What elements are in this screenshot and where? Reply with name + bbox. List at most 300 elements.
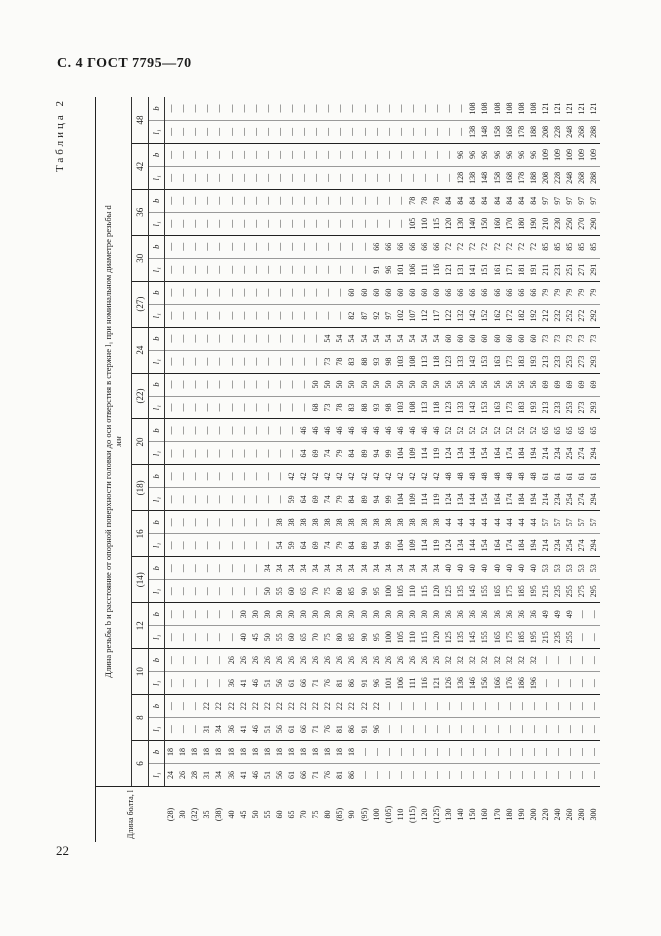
- table-cell: 193: [527, 396, 539, 419]
- table-cell: —: [285, 143, 297, 166]
- table-cell: 34: [285, 557, 297, 580]
- table-cell: —: [346, 120, 358, 143]
- table-row: [443, 97, 455, 842]
- table-cell: 30: [370, 603, 382, 626]
- table-cell: —: [273, 396, 285, 419]
- table-cell: —: [213, 304, 225, 327]
- table-cell: —: [165, 603, 177, 626]
- sublabel-l1: l₁: [149, 764, 165, 787]
- table-cell: —: [237, 419, 249, 442]
- table-cell: 105: [406, 212, 418, 235]
- table-cell: 186: [515, 672, 527, 695]
- table-cell: —: [588, 695, 600, 718]
- table-cell: 104: [394, 488, 406, 511]
- table-cell: —: [273, 189, 285, 212]
- table-cell: 194: [527, 488, 539, 511]
- table-cell: 231: [552, 258, 564, 281]
- table-cell: 71: [310, 718, 322, 741]
- table-cell: 46: [322, 419, 334, 442]
- table-cell: —: [165, 534, 177, 557]
- table-cell: —: [576, 695, 588, 718]
- table-cell: —: [394, 97, 406, 120]
- table-row: [322, 97, 334, 842]
- table-caption: Таблица 2: [54, 98, 66, 173]
- table-cell: 86: [346, 672, 358, 695]
- table-cell: 42: [322, 465, 334, 488]
- table-cell: —: [213, 626, 225, 649]
- table-cell: 30: [406, 603, 418, 626]
- table-cell: —: [189, 534, 201, 557]
- table-row: [418, 97, 430, 842]
- table-cell: —: [552, 649, 564, 672]
- table-cell: 73: [539, 327, 551, 350]
- table-cell: —: [443, 764, 455, 787]
- table-cell: 60: [382, 281, 394, 304]
- table-cell: —: [237, 350, 249, 373]
- table-cell: —: [165, 143, 177, 166]
- table-cell: —: [322, 304, 334, 327]
- table-cell: —: [189, 143, 201, 166]
- table-cell: 26: [334, 649, 346, 672]
- table-cell: —: [273, 419, 285, 442]
- table-cell: 158: [491, 120, 503, 143]
- table-cell: —: [298, 166, 310, 189]
- table-cell: —: [273, 350, 285, 373]
- table-cell: 65: [576, 419, 588, 442]
- table-cell: 95: [370, 580, 382, 603]
- table-cell: —: [285, 304, 297, 327]
- table-cell: 233: [552, 396, 564, 419]
- table-cell: 74: [322, 488, 334, 511]
- sublabel-l1: l₁: [149, 212, 165, 235]
- table-cell: 34: [431, 557, 443, 580]
- table-row: [346, 97, 358, 842]
- table-cell: 88: [358, 350, 370, 373]
- table-cell: —: [322, 97, 334, 120]
- table-cell: 232: [552, 304, 564, 327]
- table-cell: —: [358, 97, 370, 120]
- table-cell: 26: [346, 649, 358, 672]
- table-cell: —: [285, 281, 297, 304]
- table-cell: 42: [418, 465, 430, 488]
- table-cell: —: [455, 695, 467, 718]
- table-cell: —: [237, 304, 249, 327]
- table-cell: 48: [455, 465, 467, 488]
- table-cell: 105: [394, 626, 406, 649]
- table-cell: —: [225, 212, 237, 235]
- table-cell: 30: [382, 603, 394, 626]
- table-cell: 126: [443, 672, 455, 695]
- table-cell: —: [201, 511, 213, 534]
- table-cell: 84: [443, 189, 455, 212]
- table-cell: 122: [443, 304, 455, 327]
- table-cell: 57: [588, 511, 600, 534]
- table-cell: —: [237, 258, 249, 281]
- length-label: 180: [503, 787, 515, 843]
- table-cell: —: [201, 166, 213, 189]
- table-cell: —: [165, 419, 177, 442]
- table-row: [213, 97, 225, 842]
- table-cell: —: [539, 649, 551, 672]
- table-cell: 93: [370, 396, 382, 419]
- table-cell: 56: [273, 764, 285, 787]
- table-cell: 150: [479, 212, 491, 235]
- table-cell: —: [382, 764, 394, 787]
- table-cell: 95: [370, 626, 382, 649]
- table-cell: 121: [576, 97, 588, 120]
- table-cell: 194: [527, 442, 539, 465]
- table-cell: 96: [382, 258, 394, 281]
- table-cell: 71: [310, 764, 322, 787]
- table-cell: 30: [346, 603, 358, 626]
- table-cell: 274: [576, 534, 588, 557]
- table-cell: —: [346, 97, 358, 120]
- table-cell: 75: [322, 626, 334, 649]
- table-cell: 79: [539, 281, 551, 304]
- table-cell: 60: [503, 327, 515, 350]
- table-cell: —: [213, 166, 225, 189]
- table-cell: —: [237, 235, 249, 258]
- table-cell: 194: [527, 534, 539, 557]
- table-cell: —: [394, 764, 406, 787]
- table-cell: —: [213, 143, 225, 166]
- table-cell: 103: [394, 350, 406, 373]
- table-cell: 32: [467, 649, 479, 672]
- table-cell: —: [165, 488, 177, 511]
- table-cell: 73: [552, 327, 564, 350]
- table-cell: 76: [322, 718, 334, 741]
- table-cell: —: [213, 396, 225, 419]
- table-cell: 48: [491, 465, 503, 488]
- table-cell: —: [201, 534, 213, 557]
- row-header-cell: Длина болта, l: [96, 787, 165, 843]
- table-cell: 22: [358, 695, 370, 718]
- table-cell: 97: [382, 304, 394, 327]
- table-cell: 32: [455, 649, 467, 672]
- table-cell: 70: [310, 580, 322, 603]
- table-cell: 86: [346, 718, 358, 741]
- table-cell: —: [177, 580, 189, 603]
- table-cell: 68: [310, 396, 322, 419]
- sublabel-l1: l₁: [149, 442, 165, 465]
- table-cell: 108: [467, 97, 479, 120]
- table-cell: —: [358, 741, 370, 764]
- table-cell: 151: [479, 258, 491, 281]
- table-cell: —: [177, 304, 189, 327]
- table-cell: 103: [394, 396, 406, 419]
- table-cell: 87: [358, 304, 370, 327]
- table-cell: 46: [310, 419, 322, 442]
- length-label: (95): [358, 787, 370, 843]
- table-cell: —: [539, 741, 551, 764]
- table-cell: —: [310, 212, 322, 235]
- table-cell: —: [165, 649, 177, 672]
- table-cell: —: [382, 120, 394, 143]
- table-cell: 34: [334, 557, 346, 580]
- table-cell: 18: [165, 741, 177, 764]
- length-label: 55: [261, 787, 273, 843]
- table-cell: 44: [479, 511, 491, 534]
- table-cell: 60: [467, 327, 479, 350]
- table-cell: 90: [358, 580, 370, 603]
- table-cell: 121: [431, 672, 443, 695]
- table-cell: 40: [455, 557, 467, 580]
- sublabel-bb: b: [149, 741, 165, 764]
- table-cell: —: [418, 166, 430, 189]
- table-cell: 54: [418, 327, 430, 350]
- table-cell: —: [213, 327, 225, 350]
- table-cell: 53: [539, 557, 551, 580]
- table-row: [503, 97, 515, 842]
- sublabel-bb: b: [149, 327, 165, 350]
- table-cell: 89: [358, 442, 370, 465]
- table-cell: 48: [503, 465, 515, 488]
- table-cell: —: [310, 304, 322, 327]
- length-label: 220: [539, 787, 551, 843]
- table-cell: —: [273, 488, 285, 511]
- table-cell: 42: [431, 465, 443, 488]
- table-cell: 136: [455, 672, 467, 695]
- table-cell: —: [225, 603, 237, 626]
- table-cell: —: [225, 580, 237, 603]
- table-cell: 56: [527, 373, 539, 396]
- table-cell: 18: [201, 741, 213, 764]
- table-cell: 60: [431, 281, 443, 304]
- table-cell: 106: [394, 672, 406, 695]
- table-cell: 168: [503, 166, 515, 189]
- table-cell: —: [298, 189, 310, 212]
- table-cell: —: [503, 764, 515, 787]
- table-cell: 60: [455, 327, 467, 350]
- table-cell: 118: [431, 396, 443, 419]
- table-cell: —: [346, 143, 358, 166]
- table-cell: —: [285, 120, 297, 143]
- table-cell: 50: [431, 373, 443, 396]
- table-cell: 191: [527, 258, 539, 281]
- table-cell: 38: [322, 511, 334, 534]
- table-cell: 121: [564, 97, 576, 120]
- sublabel-bb: b: [149, 465, 165, 488]
- length-label: 35: [201, 787, 213, 843]
- table-cell: 155: [479, 580, 491, 603]
- table-cell: —: [261, 396, 273, 419]
- table-cell: —: [431, 166, 443, 189]
- table-cell: —: [346, 212, 358, 235]
- table-cell: 61: [285, 764, 297, 787]
- table-cell: 57: [552, 511, 564, 534]
- table-cell: 254: [564, 534, 576, 557]
- table-cell: 60: [370, 281, 382, 304]
- table-cell: 158: [491, 166, 503, 189]
- diameter-label: (14): [132, 557, 149, 603]
- table-cell: —: [177, 695, 189, 718]
- sublabel-l1: l₁: [149, 672, 165, 695]
- table-cell: —: [165, 442, 177, 465]
- sublabel-l1: l₁: [149, 718, 165, 741]
- table-cell: —: [189, 212, 201, 235]
- table-cell: —: [237, 373, 249, 396]
- table-row: [588, 97, 600, 842]
- table-cell: —: [225, 396, 237, 419]
- table-cell: 108: [503, 97, 515, 120]
- table-cell: 61: [539, 465, 551, 488]
- length-label: 100: [370, 787, 382, 843]
- table-cell: —: [225, 189, 237, 212]
- table-cell: —: [576, 626, 588, 649]
- table-cell: 130: [455, 212, 467, 235]
- table-cell: 30: [322, 603, 334, 626]
- table-cell: 78: [334, 350, 346, 373]
- table-cell: 144: [467, 442, 479, 465]
- table-cell: 18: [237, 741, 249, 764]
- table-cell: 46: [249, 718, 261, 741]
- table-cell: —: [334, 212, 346, 235]
- table-cell: —: [261, 511, 273, 534]
- table-cell: 234: [552, 534, 564, 557]
- table-cell: —: [406, 764, 418, 787]
- table-cell: 34: [382, 557, 394, 580]
- table-cell: 48: [479, 465, 491, 488]
- table-cell: 51: [261, 718, 273, 741]
- table-cell: 56: [467, 373, 479, 396]
- table-cell: 134: [455, 442, 467, 465]
- table-cell: 30: [237, 603, 249, 626]
- table-cell: —: [394, 189, 406, 212]
- table-cell: 79: [334, 442, 346, 465]
- table-cell: 30: [310, 603, 322, 626]
- table-cell: 178: [515, 120, 527, 143]
- table-cell: 161: [491, 258, 503, 281]
- table-row: [370, 97, 382, 842]
- table-cell: —: [358, 258, 370, 281]
- table-cell: —: [479, 764, 491, 787]
- table-cell: 175: [503, 580, 515, 603]
- table-cell: 26: [249, 649, 261, 672]
- table-cell: 26: [322, 649, 334, 672]
- table-cell: 26: [310, 649, 322, 672]
- table-cell: 84: [346, 442, 358, 465]
- table-cell: —: [249, 511, 261, 534]
- table-cell: —: [322, 258, 334, 281]
- table-cell: 215: [539, 626, 551, 649]
- table-cell: —: [225, 488, 237, 511]
- table-cell: 31: [201, 764, 213, 787]
- table-cell: 72: [527, 235, 539, 258]
- table-cell: 181: [515, 258, 527, 281]
- table-cell: 101: [394, 258, 406, 281]
- table-cell: —: [455, 764, 467, 787]
- table-cell: 38: [358, 511, 370, 534]
- table-cell: 60: [394, 281, 406, 304]
- table-cell: —: [358, 235, 370, 258]
- table-cell: 45: [249, 626, 261, 649]
- table-cell: 72: [479, 235, 491, 258]
- table-cell: 30: [394, 603, 406, 626]
- table-cell: 116: [418, 672, 430, 695]
- table-cell: —: [285, 327, 297, 350]
- table-cell: 79: [588, 281, 600, 304]
- table-cell: 66: [503, 281, 515, 304]
- table-cell: —: [491, 764, 503, 787]
- sublabel-bb: b: [149, 649, 165, 672]
- table-cell: —: [177, 212, 189, 235]
- table-cell: 123: [443, 350, 455, 373]
- table-cell: —: [370, 212, 382, 235]
- table-cell: —: [249, 327, 261, 350]
- table-cell: —: [249, 396, 261, 419]
- table-title: Длина резьбы b и расстояние от опорной поверхности головки до оси отверстия в стержне l₁ при номинальном диаметре резьбы d: [103, 205, 113, 678]
- table-cell: —: [346, 189, 358, 212]
- table-cell: 26: [225, 649, 237, 672]
- table-cell: —: [201, 465, 213, 488]
- table-cell: 288: [588, 166, 600, 189]
- table-cell: 155: [479, 626, 491, 649]
- table-cell: 38: [334, 511, 346, 534]
- table-cell: —: [261, 465, 273, 488]
- table-cell: 36: [491, 603, 503, 626]
- table-cell: 38: [298, 511, 310, 534]
- table-cell: 153: [479, 350, 491, 373]
- table-cell: —: [249, 580, 261, 603]
- table-cell: —: [418, 97, 430, 120]
- table-cell: 55: [273, 580, 285, 603]
- table-cell: —: [273, 327, 285, 350]
- length-label: 80: [322, 787, 334, 843]
- table-cell: —: [285, 442, 297, 465]
- table-cell: —: [394, 695, 406, 718]
- sublabel-l1: l₁: [149, 304, 165, 327]
- table-cell: 185: [515, 626, 527, 649]
- table-cell: 42: [394, 465, 406, 488]
- table-cell: —: [225, 465, 237, 488]
- table-cell: —: [177, 488, 189, 511]
- table-cell: 38: [285, 511, 297, 534]
- table-cell: 153: [479, 396, 491, 419]
- table-cell: —: [273, 442, 285, 465]
- table-cell: 99: [382, 442, 394, 465]
- table-cell: 41: [237, 672, 249, 695]
- table-cell: —: [177, 672, 189, 695]
- table-cell: 235: [552, 580, 564, 603]
- table-cell: 57: [576, 511, 588, 534]
- table-cell: 42: [298, 465, 310, 488]
- table-cell: —: [334, 281, 346, 304]
- table-cell: 78: [418, 189, 430, 212]
- table-cell: —: [334, 189, 346, 212]
- table-cell: —: [406, 718, 418, 741]
- table-cell: 28: [189, 764, 201, 787]
- table-cell: —: [249, 350, 261, 373]
- table-cell: —: [418, 741, 430, 764]
- table-cell: 60: [515, 327, 527, 350]
- table-cell: 120: [431, 626, 443, 649]
- table-cell: —: [394, 143, 406, 166]
- table-cell: —: [189, 120, 201, 143]
- table-cell: —: [213, 189, 225, 212]
- table-cell: —: [443, 143, 455, 166]
- table-cell: 18: [213, 741, 225, 764]
- table-cell: 60: [527, 327, 539, 350]
- table-cell: 160: [491, 212, 503, 235]
- table-cell: 108: [491, 97, 503, 120]
- table-cell: 113: [418, 396, 430, 419]
- table-cell: 119: [431, 488, 443, 511]
- table-cell: —: [370, 120, 382, 143]
- table-cell: —: [358, 212, 370, 235]
- table-cell: 65: [298, 580, 310, 603]
- diameter-label: 20: [132, 419, 149, 465]
- table-cell: 88: [358, 396, 370, 419]
